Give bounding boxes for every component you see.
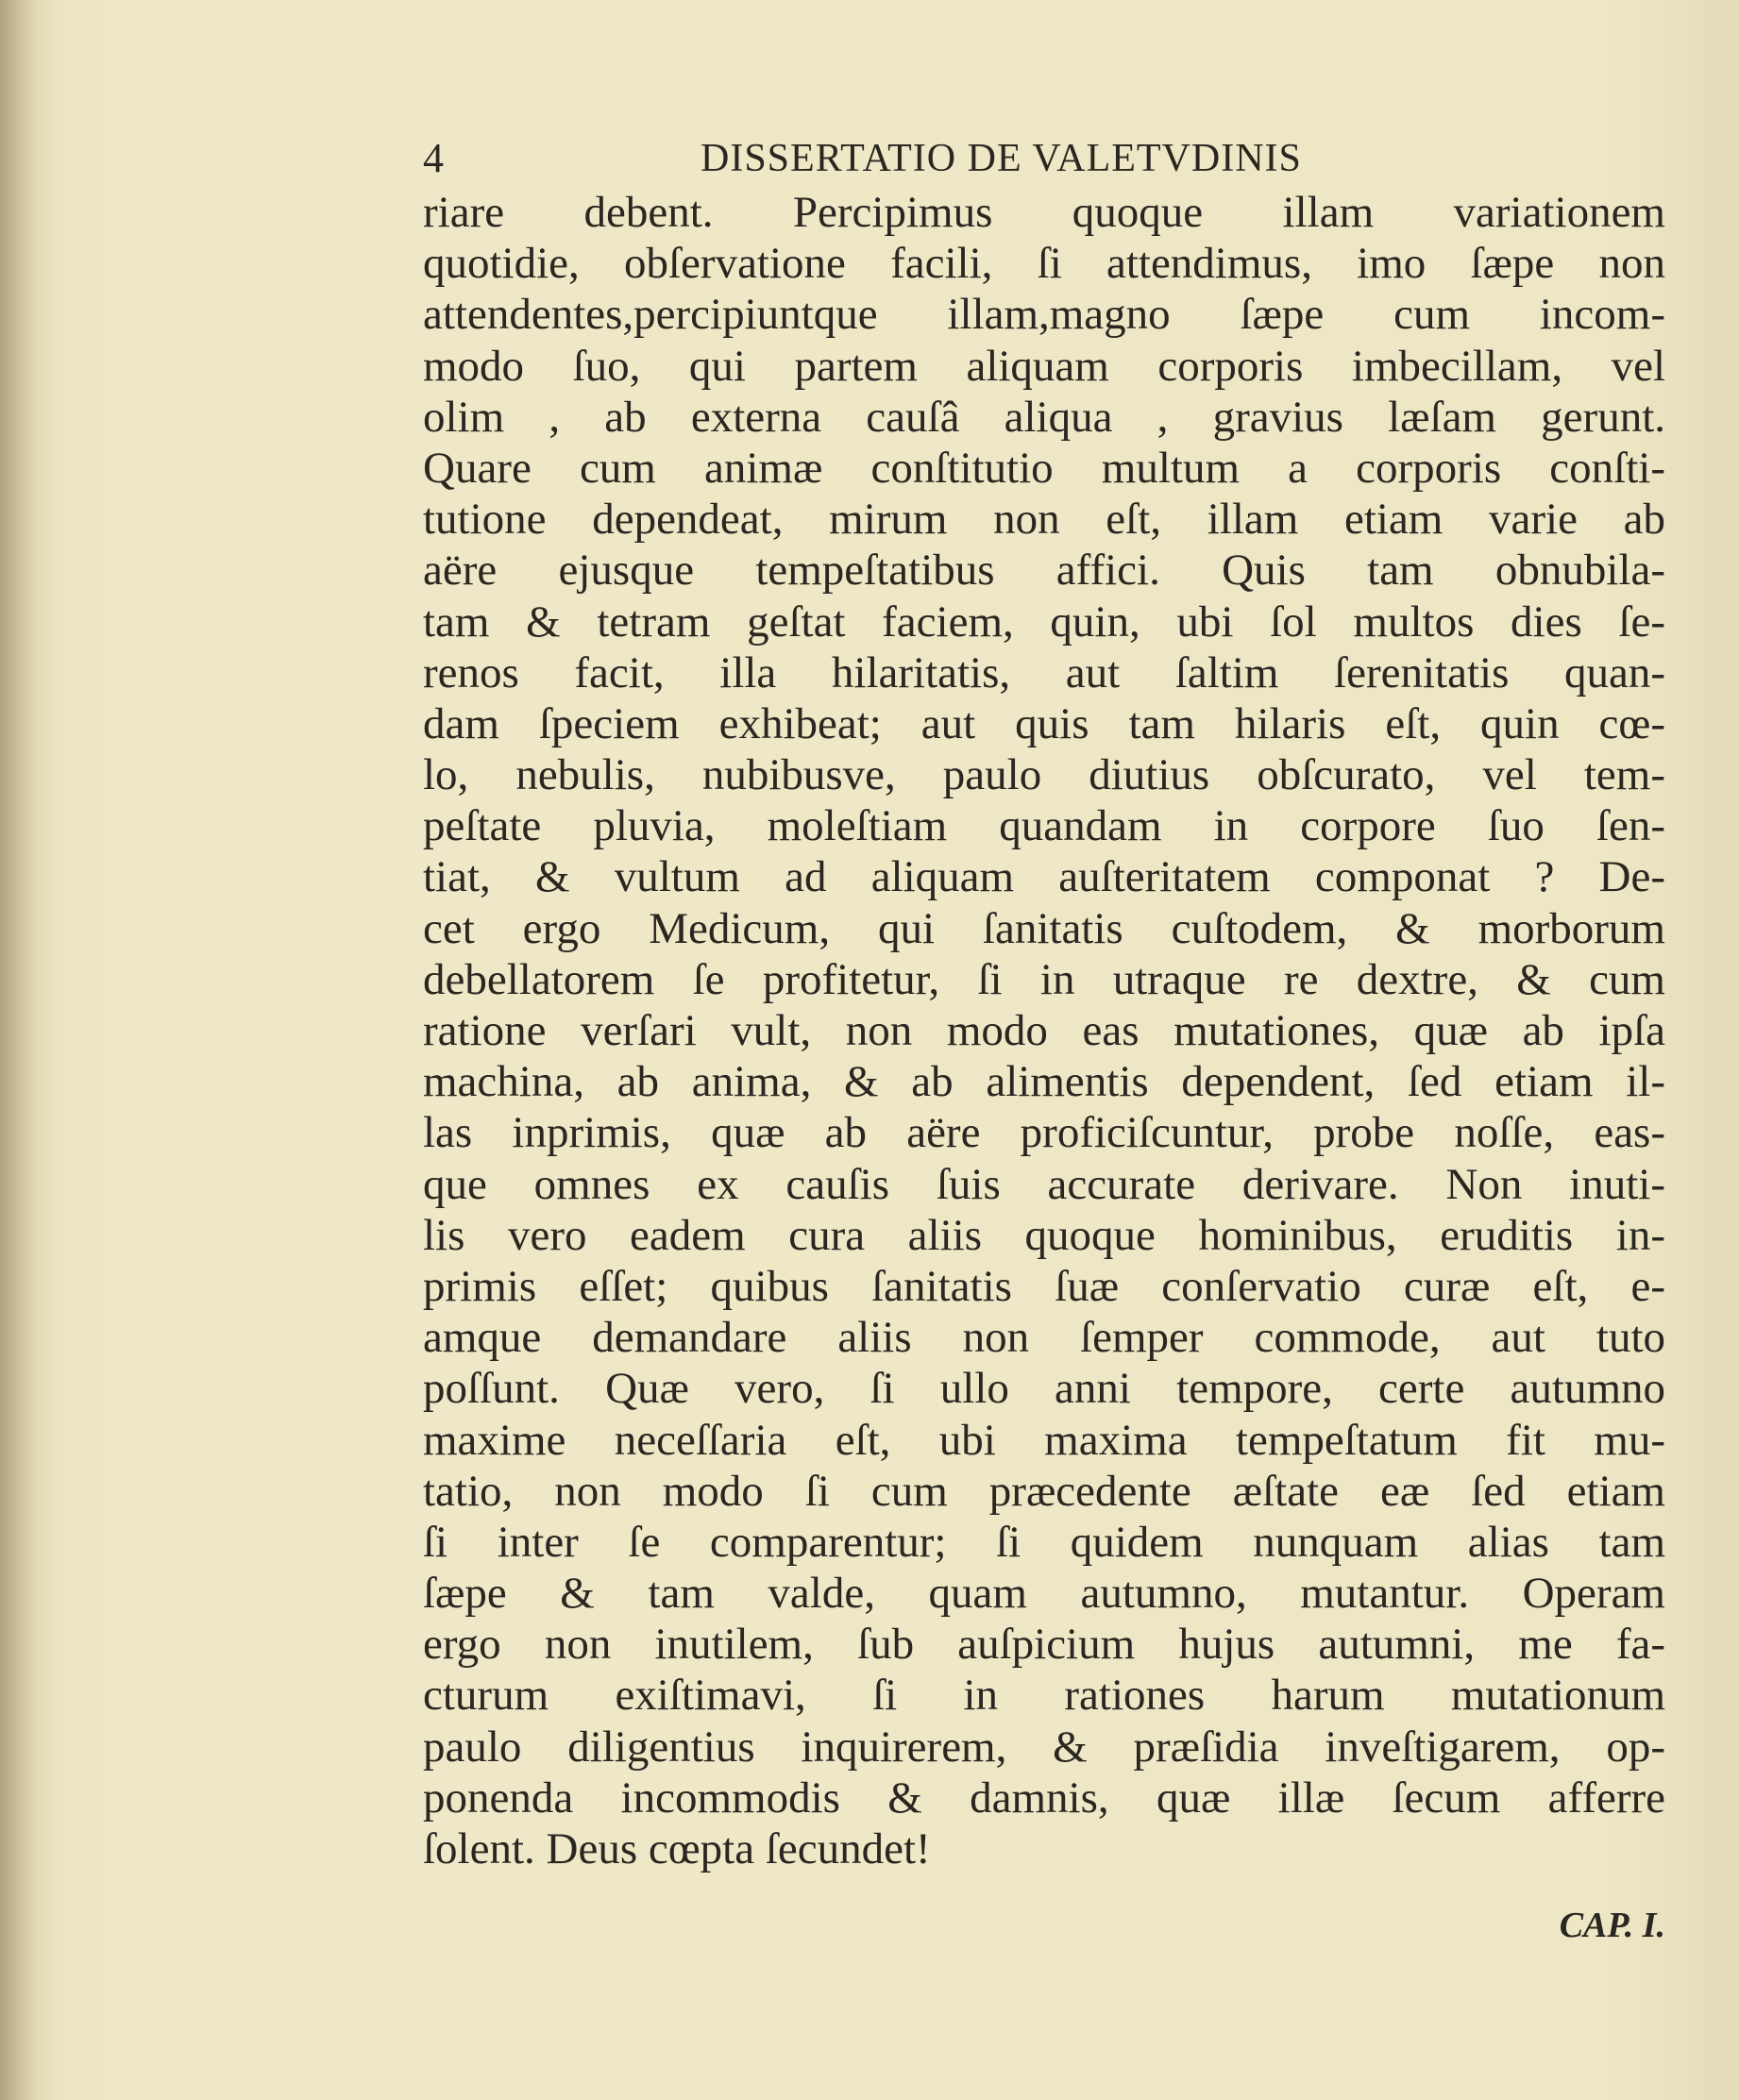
page-number: 4 [423,135,444,181]
text-line: renos facit, illa hilaritatis, aut ſaltim ſerenitatis quan- [423,647,1665,697]
text-line: aëre ejusque tempeſtatibus affici. Quis tam obnubila- [423,546,1665,596]
text-line: lis vero eadem cura aliis quoque hominibus, eruditis in- [423,1210,1665,1260]
text-line: las inprimis, quæ ab aëre proficiſcuntur, probe noſſe, eas- [423,1108,1665,1158]
text-line: ponenda incommodis & damnis, quæ illæ ſecum afferre [423,1772,1665,1823]
page-header [423,130,1665,187]
text-line: paulo diligentius inquirerem, & præſidia inveſtigarem, op- [423,1722,1665,1772]
text-line: ſæpe & tam valde, quam autumno, mutantur. Operam [423,1569,1665,1619]
text-line: maxime neceſſaria eſt, ubi maxima tempeſtatum fit mu- [423,1415,1665,1465]
text-line: riare debent. Percipimus quoque illam variationem [423,188,1665,237]
text-line: cturum exiſtimavi, ſi in rationes harum mutationum [423,1671,1665,1721]
page-gutter-shadow [0,0,38,2100]
text-line: lo, nebulis, nubibusve, paulo diutius obſcurato, vel tem- [423,750,1665,800]
text-line: machina, ab anima, & ab alimentis dependent, ſed etiam il- [423,1057,1665,1107]
text-line: primis eſſet; quibus ſanitatis ſuæ conſervatio curæ eſt, e- [423,1261,1665,1311]
text-line: quotidie, obſervatione facili, ſi attendimus, imo ſæpe non [423,239,1665,289]
text-line: tiat, & vultum ad aliquam auſteritatem componat ? De- [423,852,1665,902]
catchword: CAP. I. [1559,1906,1665,1945]
text-line: peſtate pluvia, moleſtiam quandam in corpore ſuo ſen- [423,801,1665,851]
text-line: cet ergo Medicum, qui ſanitatis cuſtodem, & morborum [423,903,1665,953]
text-line: debellatorem ſe profitetur, ſi in utraque re dextre, & cum [423,954,1665,1004]
text-line: amque demandare aliis non ſemper commode, aut tuto [423,1313,1665,1363]
text-line: ſi inter ſe comparentur; ſi quidem nunquam alias tam [423,1517,1665,1567]
text-line: ergo non inutilem, ſub auſpicium hujus autumni, me fa- [423,1620,1665,1670]
text-line: tam & tetram geſtat faciem, quin, ubi ſol multos dies ſe- [423,596,1665,647]
text-line: tatio, non modo ſi cum præcedente æſtate eæ ſed etiam [423,1466,1665,1516]
running-title: DISSERTATIO DE VALETVDINIS [701,137,1302,180]
text-line: ratione verſari vult, non modo eas mutationes, quæ ab ipſa [423,1006,1665,1055]
text-line: poſſunt. Quæ vero, ſi ullo anni tempore, certe autumno [423,1364,1665,1414]
text-line: dam ſpeciem exhibeat; aut quis tam hilaris eſt, quin cœ- [423,698,1665,748]
text-line: modo ſuo, qui partem aliquam corporis imbecillam, vel [423,341,1665,391]
body-text [423,187,1665,1874]
text-line: tutione dependeat, mirum non eſt, illam etiam varie ab [423,495,1665,545]
text-line-last: ſolent. Deus cœpta ſecundet! [423,1824,931,1873]
text-line: attendentes,percipiuntque illam,magno ſæpe cum incom- [423,290,1665,340]
text-line: que omnes ex cauſis ſuis accurate derivare. Non inuti- [423,1159,1665,1209]
text-line: Quare cum animæ conſtitutio multum a corporis conſti- [423,443,1665,493]
text-line: olim , ab externa cauſâ aliqua , gravius læſam gerunt. [423,392,1665,442]
